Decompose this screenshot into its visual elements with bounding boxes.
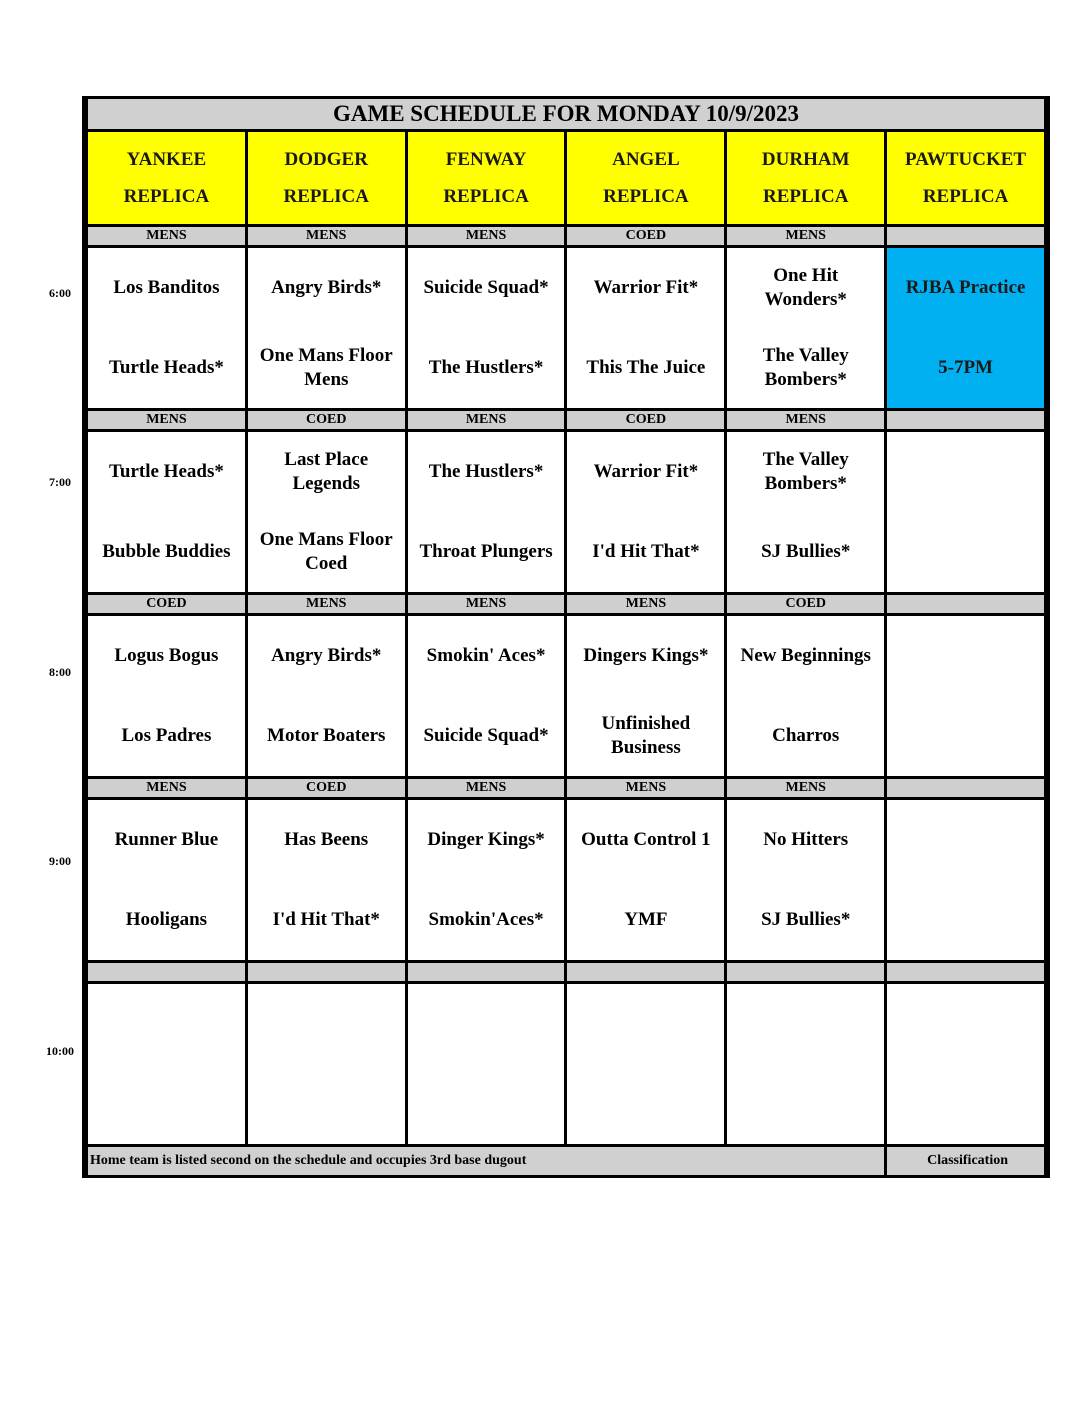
home-team — [731, 1064, 880, 1144]
classification-cell: COED — [566, 410, 726, 431]
field-type: REPLICA — [123, 185, 210, 207]
game-cell — [726, 431, 886, 594]
classification-cell: MENS — [87, 410, 247, 431]
game-row — [87, 431, 1046, 594]
time-label: 7:00 — [49, 475, 71, 489]
away-team: RJBA Practice — [905, 277, 1026, 298]
away-team: Angry Birds* — [271, 645, 382, 666]
game-row — [87, 983, 1046, 1146]
home-team: The Valley Bombers* — [762, 345, 849, 390]
game-cell — [406, 615, 566, 778]
away-team — [571, 984, 720, 1064]
home-team — [92, 1064, 241, 1144]
field-name: YANKEE — [126, 148, 207, 170]
classification-cell — [406, 962, 566, 983]
game-row — [87, 615, 1046, 778]
classification-row — [87, 226, 1046, 247]
classification-cell — [87, 962, 247, 983]
game-cell — [406, 799, 566, 962]
game-cell — [87, 431, 247, 594]
game-cell — [566, 799, 726, 962]
away-team: Angry Birds* — [271, 277, 382, 298]
game-cell — [87, 247, 247, 410]
away-team: Dinger Kings* — [427, 829, 545, 850]
away-team — [891, 432, 1040, 512]
classification-row — [87, 778, 1046, 799]
home-team — [252, 1064, 401, 1144]
classification-cell: MENS — [87, 778, 247, 799]
away-team: Has Beens — [284, 829, 369, 850]
game-cell — [566, 615, 726, 778]
game-cell — [246, 615, 406, 778]
home-team: SJ Bullies* — [761, 541, 851, 562]
field-header-pawtucket — [886, 131, 1046, 226]
footer-row — [87, 1146, 1046, 1176]
game-cell — [726, 983, 886, 1146]
game-cell — [726, 247, 886, 410]
game-cell — [726, 615, 886, 778]
away-team: Turtle Heads* — [108, 461, 224, 482]
classification-cell: MENS — [406, 410, 566, 431]
classification-cell: MENS — [406, 778, 566, 799]
game-cell — [566, 983, 726, 1146]
field-header-angel — [566, 131, 726, 226]
classification-cell: MENS — [246, 594, 406, 615]
home-team: Unfinished Business — [601, 713, 691, 758]
home-team: Throat Plungers — [419, 541, 553, 562]
away-team — [891, 616, 1040, 696]
classification-cell — [886, 410, 1046, 431]
game-cell — [566, 431, 726, 594]
away-team: Runner Blue — [114, 829, 219, 850]
home-team: One Mans Floor Mens — [259, 345, 393, 390]
home-team: One Mans Floor Coed — [259, 529, 393, 574]
classification-cell: MENS — [87, 226, 247, 247]
game-cell — [406, 983, 566, 1146]
away-team: The Hustlers* — [428, 461, 544, 482]
away-team: Suicide Squad* — [423, 277, 549, 298]
field-type: REPLICA — [443, 185, 529, 207]
home-team: Charros — [772, 725, 840, 746]
home-team — [571, 1064, 720, 1144]
home-team: Smokin'Aces* — [428, 909, 544, 930]
field-name: FENWAY — [445, 148, 527, 170]
game-row — [87, 247, 1046, 410]
field-name: DURHAM — [761, 148, 850, 170]
game-cell — [886, 983, 1046, 1146]
classification-cell: COED — [246, 778, 406, 799]
away-team: Warrior Fit* — [593, 277, 699, 298]
classification-cell: MENS — [246, 226, 406, 247]
home-team: Los Padres — [121, 725, 212, 746]
game-cell — [886, 615, 1046, 778]
field-header-durham — [726, 131, 886, 226]
schedule-title: GAME SCHEDULE FOR MONDAY 10/9/2023 — [87, 99, 1046, 131]
home-team: Hooligans — [125, 909, 208, 930]
classification-cell: MENS — [406, 594, 566, 615]
classification-row — [87, 962, 1046, 983]
game-cell — [886, 799, 1046, 962]
away-team: New Beginnings — [740, 645, 871, 666]
classification-cell: MENS — [566, 594, 726, 615]
home-team: 5-7PM — [938, 357, 993, 378]
game-cell — [87, 983, 247, 1146]
classification-cell: MENS — [726, 226, 886, 247]
classification-cell: COED — [246, 410, 406, 431]
away-team: Dingers Kings* — [583, 645, 709, 666]
time-label: 10:00 — [46, 1044, 74, 1058]
game-row — [87, 799, 1046, 962]
home-team: I'd Hit That* — [592, 541, 700, 562]
classification-cell: COED — [87, 594, 247, 615]
game-cell — [87, 615, 247, 778]
home-team — [891, 696, 1040, 776]
away-team: Logus Bogus — [114, 645, 219, 666]
away-team — [412, 984, 561, 1064]
classification-cell — [886, 594, 1046, 615]
away-team: The Valley Bombers* — [762, 449, 849, 494]
classification-cell — [886, 226, 1046, 247]
game-cell — [726, 799, 886, 962]
away-team: One Hit Wonders* — [764, 265, 847, 310]
game-cell — [246, 431, 406, 594]
away-team: No Hitters — [763, 829, 849, 850]
game-cell — [566, 247, 726, 410]
schedule-table — [85, 99, 1047, 1175]
game-cell — [87, 799, 247, 962]
home-team: Turtle Heads* — [108, 357, 224, 378]
home-team: I'd Hit That* — [272, 909, 380, 930]
classification-cell: MENS — [566, 778, 726, 799]
away-team — [252, 984, 401, 1064]
away-team — [891, 800, 1040, 880]
field-header-fenway — [406, 131, 566, 226]
home-team: Suicide Squad* — [423, 725, 549, 746]
field-header-yankee — [87, 131, 247, 226]
classification-cell — [566, 962, 726, 983]
time-label: 9:00 — [49, 854, 71, 868]
game-cell — [406, 431, 566, 594]
classification-cell: COED — [566, 226, 726, 247]
home-team — [891, 880, 1040, 960]
classification-row — [87, 594, 1046, 615]
time-label: 8:00 — [49, 665, 71, 679]
home-team: Bubble Buddies — [102, 541, 231, 562]
game-cell — [886, 247, 1046, 410]
field-name: PAWTUCKET — [905, 148, 1027, 170]
away-team: Last Place Legends — [284, 449, 369, 494]
field-type: REPLICA — [762, 185, 849, 207]
away-team: Warrior Fit* — [593, 461, 699, 482]
classification-cell: COED — [726, 594, 886, 615]
field-header-row — [87, 131, 1046, 226]
home-team: YMF — [624, 909, 668, 930]
away-team — [92, 984, 241, 1064]
home-team: SJ Bullies* — [761, 909, 851, 930]
away-team — [731, 984, 880, 1064]
field-header-dodger — [246, 131, 406, 226]
classification-row — [87, 410, 1046, 431]
classification-cell: MENS — [726, 410, 886, 431]
home-team — [891, 1064, 1040, 1144]
home-team: Motor Boaters — [267, 725, 386, 746]
game-cell — [406, 247, 566, 410]
field-type: REPLICA — [922, 185, 1009, 207]
classification-cell: MENS — [726, 778, 886, 799]
away-team: Outta Control 1 — [581, 829, 711, 850]
classification-cell — [886, 962, 1046, 983]
field-type: REPLICA — [283, 185, 369, 207]
title-row — [87, 99, 1046, 131]
home-team — [891, 512, 1040, 592]
classification-cell — [246, 962, 406, 983]
away-team — [891, 984, 1040, 1064]
away-team: Los Banditos — [113, 277, 220, 298]
field-name: DODGER — [284, 148, 368, 170]
game-cell — [246, 799, 406, 962]
home-team: This The Juice — [586, 357, 706, 378]
home-team: The Hustlers* — [428, 357, 544, 378]
home-team — [412, 1064, 561, 1144]
game-cell — [246, 247, 406, 410]
time-label: 6:00 — [49, 286, 71, 300]
schedule-sheet — [82, 96, 1050, 1178]
home-team-note: Home team is listed second on the schedule and occupies 3rd base dugout — [87, 1146, 886, 1176]
classification-cell — [726, 962, 886, 983]
away-team: Smokin' Aces* — [426, 645, 546, 666]
classification-cell — [886, 778, 1046, 799]
game-cell — [246, 983, 406, 1146]
game-cell — [886, 431, 1046, 594]
field-type: REPLICA — [603, 185, 689, 207]
classification-label: Classification — [886, 1146, 1046, 1176]
field-name: ANGEL — [612, 148, 680, 170]
classification-cell: MENS — [406, 226, 566, 247]
